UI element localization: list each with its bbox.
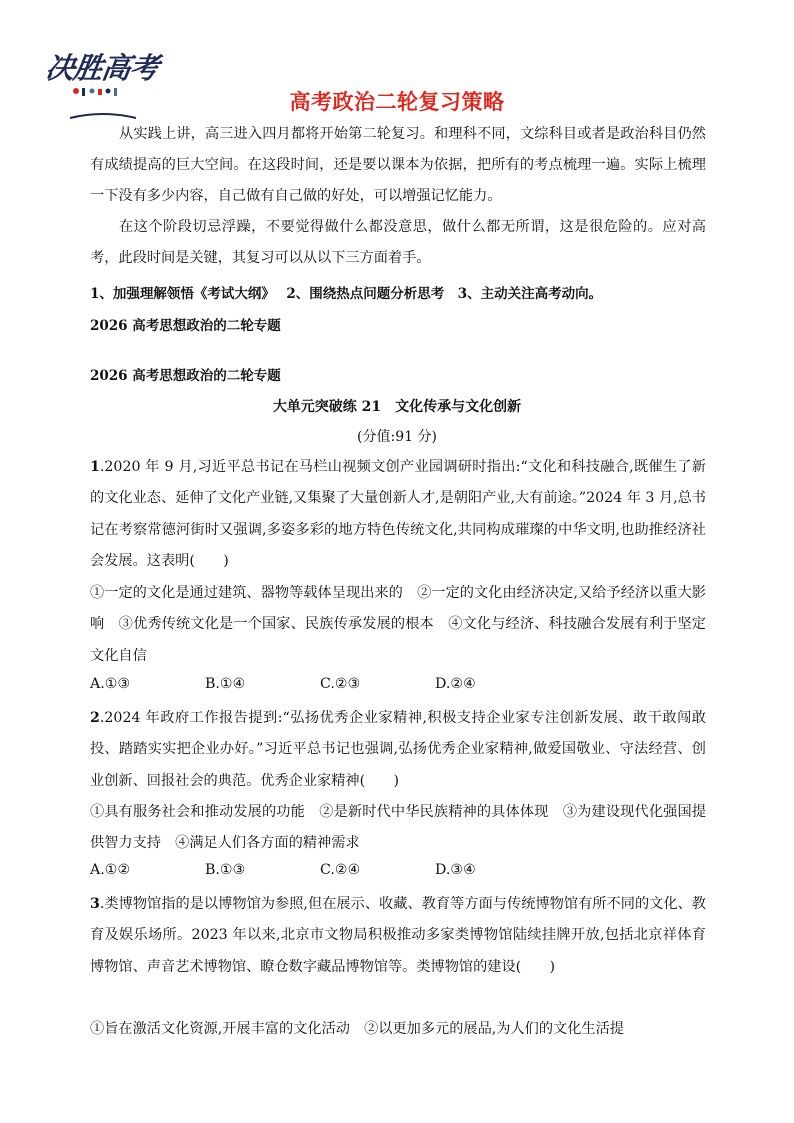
question-2-options xyxy=(90,862,550,878)
page-title: 高考政治二轮复习策略 xyxy=(289,90,505,114)
question-number: 1 xyxy=(90,459,100,475)
question-stem: .2024 年政府工作报告提到:“弘扬优秀企业家精神,积极支持企业家专注创新发展、敢干敢闯敢投、踏踏实实把企业办好。”习近平总书记也强调,弘扬优秀企业家精神,做爱国敬业、守法经营、创业创新、回报社会的典范。优秀企业家精神( ) xyxy=(90,710,706,789)
question-stem: .类博物馆指的是以博物馆为参照,但在展示、收藏、教育等方面与传统博物馆有所不同的文化、教育及娱乐场所。2023 年以来,北京市文物局积极推动多家类博物馆陆续挂牌开放,包括北京祥体育博物馆、声音艺术博物馆、瞭仓数字藏品博物馆等。类博物馆的建设( ) xyxy=(90,896,706,975)
subtitle-1: 2026 高考思想政治的二轮专题 xyxy=(90,318,281,334)
question-3-statements: ①旨在激活文化资源,开展丰富的文化活动 ②以更加多元的展品,为人们的文化生活提 xyxy=(90,1021,624,1037)
subtitle-2: 2026 高考思想政治的二轮专题 xyxy=(90,368,281,384)
question-2-statements: ①具有服务社会和推动发展的功能 ②是新时代中华民族精神的具体体现 ③为建设现代化强国提供智力支持 ④满足人们各方面的精神需求 xyxy=(90,804,706,852)
tips-line: 1、加强理解领悟《考试大纲》 2、围绕热点问题分析思考 3、主动关注高考动向。 xyxy=(90,286,603,302)
unit-title: 大单元突破练 21 文化传承与文化创新 xyxy=(272,399,522,415)
score-note: (分值:91 分) xyxy=(357,429,437,445)
intro-paragraph-1: 从实践上讲，高三进入四月都将开始第二轮复习。和理科不同，文综科目或者是政治科目仍然有成绩提高的巨大空间。在这段时间，还是要以课本为依据，把所有的考点梳理一遍。实际上梳理一下没有多少内容，自己做有自己做的好处，可以增强记忆能力。 xyxy=(90,126,706,204)
question-number: 3 xyxy=(90,896,100,912)
question-1-options xyxy=(90,676,550,692)
option-a[interactable]: A.①③ xyxy=(90,676,131,692)
option-b[interactable]: B.①③ xyxy=(205,862,246,878)
option-b[interactable]: B.①④ xyxy=(205,676,246,692)
option-d[interactable]: D.③④ xyxy=(435,862,476,878)
intro-paragraph-2: 在这个阶段切忌浮躁，不要觉得做什么都没意思，做什么都无所谓，这是很危险的。应对高考，此段时间是关键，其复习可以从以下三方面着手。 xyxy=(90,219,706,266)
question-2 xyxy=(90,703,706,797)
question-3 xyxy=(90,889,706,983)
option-a[interactable]: A.①② xyxy=(90,862,131,878)
question-number: 2 xyxy=(90,710,100,726)
question-stem: .2020 年 9 月,习近平总书记在马栏山视频文创产业园调研时指出:“文化和科技融合,既催生了新的文化业态、延伸了文化产业链,又集聚了大量创新人才,是朝阳产业,大有前途。”2024 年 3 月,总书记在考察常德河街时又强调,多姿多彩的地方特色传统文化,共同构成璀璨的中华文明,也助推经济社会发展。这表明( ) xyxy=(90,459,706,569)
option-d[interactable]: D.②④ xyxy=(435,676,476,692)
option-c[interactable]: C.②③ xyxy=(320,676,361,692)
logo-text: 决胜高考 xyxy=(43,51,161,85)
question-1-statements: ①一定的文化是通过建筑、器物等载体呈现出来的 ②一定的文化由经济决定,又给予经济以重大影响 ③优秀传统文化是一个国家、民族传承发展的根本 ④文化与经济、科技融合发展有利于坚定文化自信 xyxy=(90,585,706,664)
option-c[interactable]: C.②④ xyxy=(320,862,361,878)
question-1 xyxy=(90,452,706,577)
